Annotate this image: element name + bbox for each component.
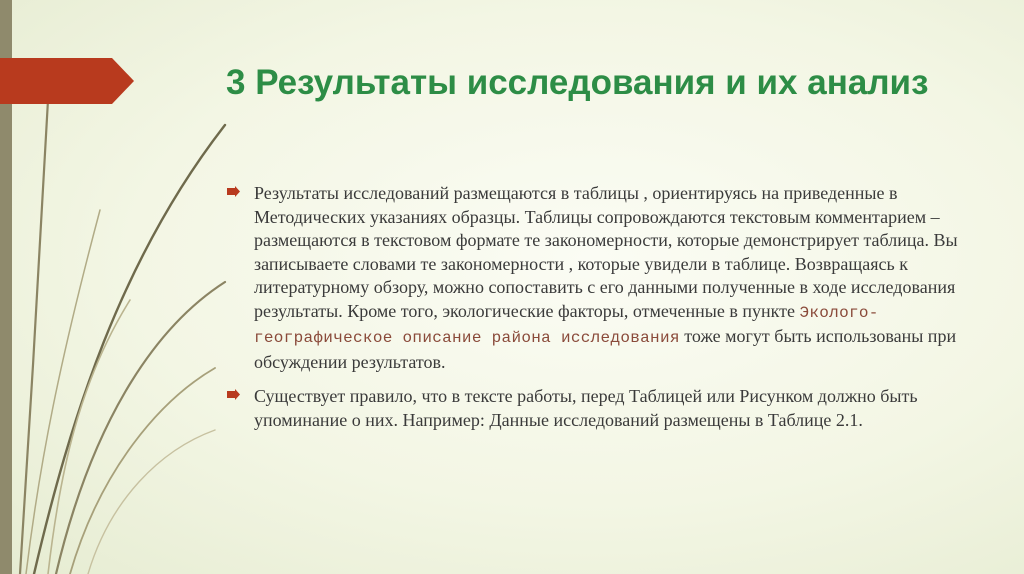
arrow-bullet-icon — [227, 389, 240, 400]
bullet-item — [226, 182, 966, 374]
bullet-list — [226, 182, 966, 432]
arrow-bullet-icon — [227, 186, 240, 197]
bullet-text: Существует правило, что в тексте работы, перед Таблицей или Рисунком должно быть упоминание о них. Например: Данные исследований размещены в Таблице 2.1. — [254, 386, 918, 430]
bullet-text-part: тоже могут быть использованы при обсуждении результатов. — [254, 326, 957, 372]
bullet-text-part: Результаты исследований размещаются в таблицы , ориентируясь на приведенные в Методических указаниях образцы. Таблицы сопровождаются текстовым комментарием – размещаются в текстовом формате те закономерности, которые демонстрирует таблица. Вы записываете словами те закономерности , которые увидели в таблице. Возвращаясь к литературному обзору, можно сопоставить с его данными полученные в ходе исследования результаты. Кроме того, экологические факторы, отмеченные в пункте — [254, 183, 958, 321]
slide-title: 3 Результаты исследования и их анализ — [226, 63, 929, 102]
highlighted-section-reference: Эколого-географическое описание района исследования — [254, 303, 879, 347]
bullet-item — [226, 385, 966, 432]
title-arrow-banner-icon — [0, 58, 136, 104]
